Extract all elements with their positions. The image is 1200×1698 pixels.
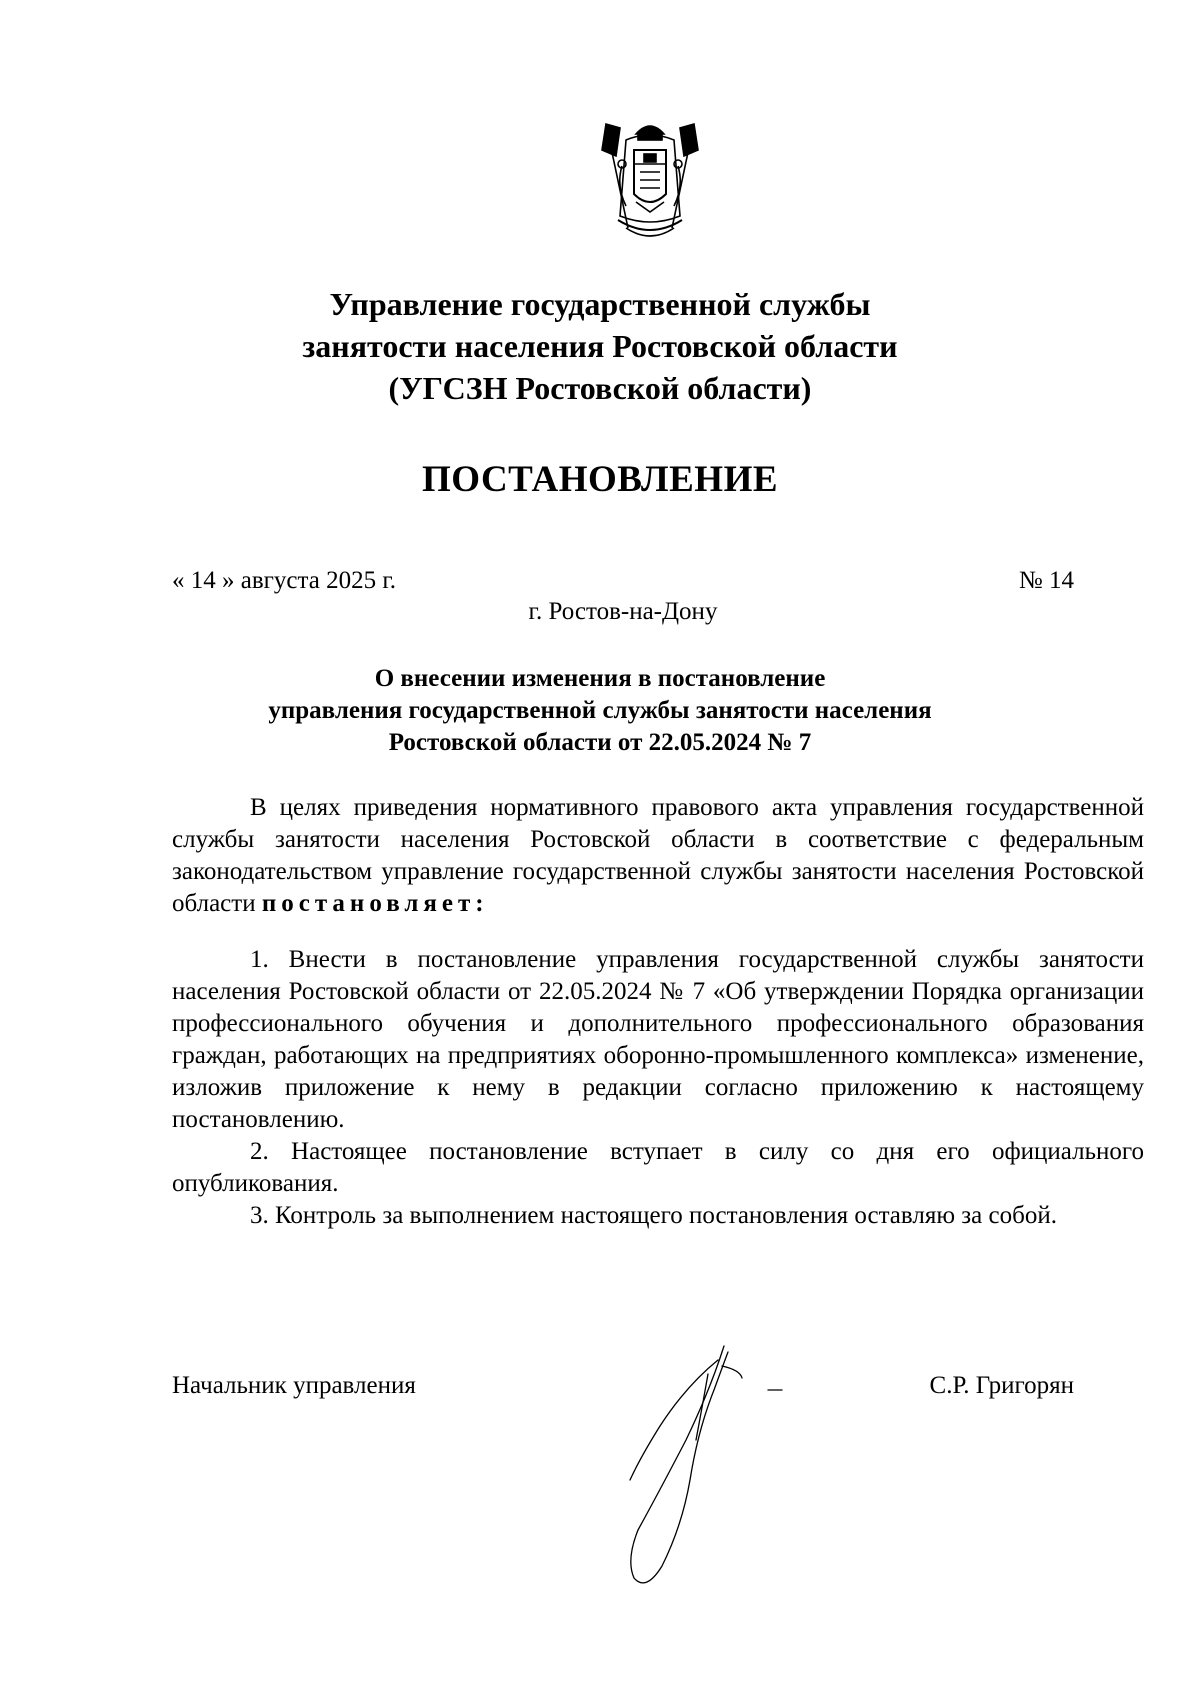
preamble-paragraph (172, 792, 1144, 920)
decree-word: постановляет: (261, 890, 489, 917)
signatory-position: Начальник управления (172, 1372, 416, 1399)
document-place: г. Ростов-на-Дону (528, 598, 718, 625)
org-line-2: занятости населения Ростовской области (302, 328, 898, 364)
handwritten-signature (590, 1330, 800, 1600)
subject-line-1: О внесении изменения в постановление (374, 665, 826, 692)
item-1: 1. Внести в постановление управления государственной службы занятости населения Ростовской области от 22.05.2024 № 7 «Об утверждении Порядка организации профессионального обучения и дополнительного профессионального образования граждан, работающих на предприятиях оборонно-промышленного комплекса» изменение, изложив приложение к нему в редакции согласно приложению к настоящему постановлению. (172, 946, 1144, 1133)
preamble (172, 792, 1144, 920)
item-2: 2. Настоящее постановление вступает в силу со дня его официального опубликования. (172, 1138, 1144, 1197)
coat-of-arms-icon (596, 116, 704, 246)
document-date: « 14 » августа 2025 г. (172, 567, 397, 594)
org-line-1: Управление государственной службы (329, 286, 871, 322)
subject-line-2: управления государственной службы занятости населения (268, 697, 932, 724)
preamble-text: В целях приведения нормативного правового акта управления государственной службы занятости населения Ростовской области в соответствие с федеральным законодательством управление государственной службы занятости населения Ростовской области (172, 794, 1144, 917)
item-3: 3. Контроль за выполнением настоящего постановления оставляю за собой. (250, 1202, 1057, 1229)
organization-name (0, 283, 1200, 409)
document-number: № 14 (1018, 567, 1074, 594)
signatory-name: С.Р. Григорян (929, 1372, 1074, 1399)
document-type: ПОСТАНОВЛЕНИЕ (421, 459, 779, 500)
decree-items (172, 944, 1144, 1232)
subject-line-3: Ростовской области от 22.05.2024 № 7 (388, 729, 812, 756)
org-line-3: (УГСЗН Ростовской области) (388, 370, 812, 406)
document-subject (0, 663, 1200, 759)
